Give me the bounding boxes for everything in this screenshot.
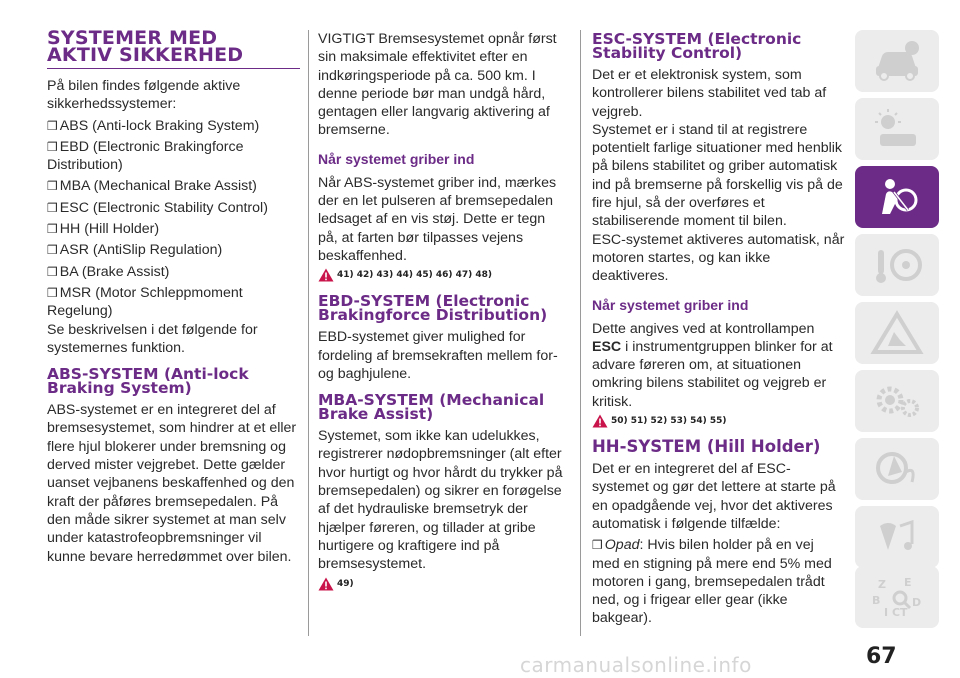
warning-reference-numbers: 50) 51) 52) 53) 54) 55): [611, 416, 727, 427]
checkbox-bullet-icon: ❒: [47, 285, 58, 300]
esc-text-1: Det er et elektronisk system, som kontrollerer bilens stabilitet ved tab af vejgreb.: [592, 67, 827, 120]
tab-multimedia[interactable]: [855, 506, 939, 568]
ebd-heading: EBD-SYSTEM (Electronic Brakingforce Distribution): [318, 292, 548, 325]
ebd-text: EBD-systemet giver mulighed for fordeling af bremsekraften mellem for- og baghjulene.: [318, 329, 558, 382]
car-dashboard-icon: [868, 38, 926, 84]
warning-references: [592, 412, 845, 430]
column-1: [47, 27, 300, 566]
esc-when-heading: Når systemet griber ind: [592, 296, 749, 313]
multimedia-icon: [868, 514, 926, 560]
section-title-line1: SYSTEMER MED: [47, 27, 218, 49]
list-item-text: ABS (Anti-lock Braking System): [59, 117, 260, 134]
tab-starting[interactable]: [855, 234, 939, 296]
checkbox-bullet-icon: ❒: [47, 118, 58, 133]
list-item: [47, 284, 300, 321]
list-item: [47, 138, 300, 175]
important-note: VIGTIGT Bremsesystemet opnår først sin maksimale effektivitet efter en indkøringsperiode på ca. 500 km. I denne periode bør man undgå hård, gentagen eller langvarig aktivering af bremserne.: [318, 31, 557, 139]
hh-heading: HH-SYSTEM (Hill Holder): [592, 437, 821, 457]
list-item-text: BA (Brake Assist): [59, 263, 170, 280]
tab-safety[interactable]: [855, 166, 939, 228]
tab-dashboard[interactable]: [855, 30, 939, 92]
tab-index[interactable]: [855, 566, 939, 628]
esc-text-2: Systemet er i stand til at registrere potentielt farlige situationer med henblik på bilens stabilitet og griber automatisk ind på bremserne på forskellig vis på de fire hjul, så der overføres et stabiliserende moment til bilen.: [592, 121, 843, 230]
airbag-safety-icon: [868, 174, 926, 220]
key-steering-icon: [868, 242, 926, 288]
checkbox-bullet-icon: ❒: [592, 538, 603, 553]
section-title: [47, 27, 300, 69]
warning-triangle-tab-icon: [868, 310, 926, 356]
tab-maintenance[interactable]: [855, 370, 939, 432]
checkbox-bullet-icon: ❒: [47, 222, 58, 237]
warning-references: [318, 266, 564, 284]
column-divider: [580, 30, 581, 636]
checkbox-bullet-icon: ❒: [47, 264, 58, 279]
list-item: [47, 241, 300, 259]
mba-text: Systemet, som ikke kan udelukkes, registrerer nødopbremsninger (alt efter hvor hurtigt og hvor hårdt du trykker på bremsepedalen) og sikrer en forøgelse af det hydrauliske bremsetryk der hjælper føreren, og tillader at gribe hurtigere og kraftigere ind på bremsesystemet.: [318, 428, 563, 573]
technical-data-icon: [868, 446, 926, 492]
page-number: 67: [866, 644, 897, 669]
esc-lamp-label: ESC: [592, 338, 622, 355]
warning-triangle-icon: [592, 414, 608, 428]
svg-text:E: E: [904, 576, 912, 589]
footer-watermark: carmanualsonline.info: [520, 653, 752, 677]
checkbox-bullet-icon: ❒: [47, 139, 58, 154]
list-item-text: MBA (Mechanical Brake Assist): [59, 178, 257, 195]
svg-text:C: C: [892, 606, 901, 619]
warning-reference-numbers: 49): [337, 578, 354, 589]
tab-lights[interactable]: [855, 98, 939, 160]
section-title-line2: AKTIV SIKKERHED: [47, 44, 244, 66]
list-item-text: ESC (Electronic Stability Control): [59, 199, 268, 216]
svg-text:B: B: [872, 594, 881, 607]
opad-text: : Hvis bilen holder på en vej med en stigning på mere end 5% med motoren i gang, bremsepedalen trådt ned, og i frigear eller gear (ikke bakgear).: [592, 537, 832, 627]
mba-heading: MBA-SYSTEM (Mechanical Brake Assist): [318, 391, 545, 424]
warning-reference-numbers: 41) 42) 43) 44) 45) 46) 47) 48): [337, 270, 493, 281]
hh-condition-item: [592, 536, 845, 627]
list-item: [47, 220, 300, 238]
svg-text:I: I: [884, 606, 889, 619]
tab-technical-data[interactable]: [855, 438, 939, 500]
intro-text: På bilen findes følgende aktive sikkerhedssystemer:: [47, 78, 241, 113]
list-item: [47, 199, 300, 217]
column-divider: [308, 30, 309, 636]
esc-heading: ESC-SYSTEM (Electronic Stability Control): [592, 30, 802, 62]
tab-emergency[interactable]: [855, 302, 939, 364]
abs-heading: ABS-SYSTEM (Anti-lock Braking System): [47, 365, 249, 398]
abs-when-heading: Når systemet griber ind: [318, 150, 475, 167]
abs-when-text: Når ABS-systemet griber ind, mærkes der en let pulseren af bremsepedalen ledsaget af en vis støj. Dette er tegn på, at farten bør tilpasses vejens beskaffenhed.: [318, 174, 557, 264]
svg-text:Z: Z: [878, 578, 886, 591]
list-item-text: HH (Hill Holder): [59, 221, 160, 238]
svg-text:D: D: [912, 596, 922, 609]
list-item: [47, 177, 300, 195]
index-letters-icon: [868, 574, 926, 620]
system-list: [47, 117, 300, 321]
list-item: [47, 263, 300, 281]
warning-triangle-icon: [318, 577, 334, 591]
esc-when-text-pre: Dette angives ved at kontrollampen: [592, 320, 815, 337]
esc-text-3: ESC-systemet aktiveres automatisk, når motoren startes, og kan ikke deaktiveres.: [592, 231, 845, 285]
list-item-text: ASR (AntiSlip Regulation): [59, 242, 223, 259]
esc-when-text: [592, 320, 845, 411]
checkbox-bullet-icon: ❒: [47, 200, 58, 215]
opad-label: Opad: [604, 537, 640, 554]
abs-text: ABS-systemet er en integreret del af bremsesystemet, som hindrer at et eller flere hjul blokerer under bremsning og derved mister vejgrebet. Dette gælder uanset vejbanens beskaffenhed og den kraft der påføres bremsepedalen. På den måde sikrer systemet at man selv under katastrofeopbremsninger vil kunne bevare herredømmet over bilen.: [47, 402, 297, 565]
warning-triangle-icon: [318, 268, 334, 282]
lights-icon: [868, 106, 926, 152]
svg-text:T: T: [900, 606, 908, 619]
list-item-text: MSR (Motor Schleppmoment Regelung): [47, 284, 243, 320]
list-item-text: EBD (Electronic Brakingforce Distribution): [47, 138, 244, 174]
hh-text: Det er en integreret del af ESC-systemet og gør det lettere at starte på en opadgående vej, hvor det aktiveres automatisk i følgende tilfælde:: [592, 461, 836, 532]
column-3: [592, 30, 845, 628]
checkbox-bullet-icon: ❒: [47, 243, 58, 258]
warning-references: [318, 575, 564, 593]
esc-when-text-post: i instrumentgruppen blinker for at advare føreren om, at situationen omkring bilens stabilitet og vejgreb er kritisk.: [592, 338, 833, 410]
column-2: [318, 30, 564, 593]
list-followup-text: Se beskrivelsen i det følgende for systemernes funktion.: [47, 321, 258, 356]
gears-icon: [868, 378, 926, 424]
list-item: [47, 117, 300, 135]
checkbox-bullet-icon: ❒: [47, 179, 58, 194]
